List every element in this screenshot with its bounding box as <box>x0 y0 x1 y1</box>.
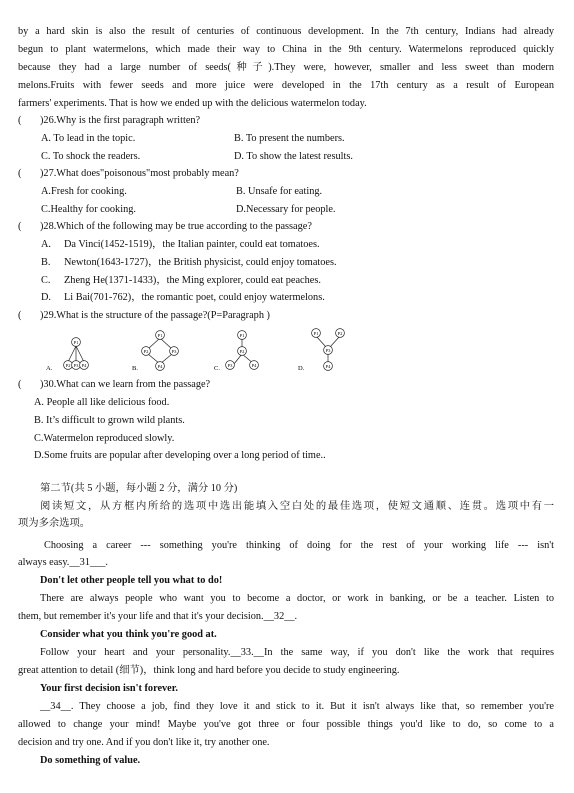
svg-text:P1: P1 <box>73 339 79 345</box>
q30-option-c: C.Watermelon reproduced slowly. <box>34 433 175 444</box>
paragraph-node <box>250 361 259 370</box>
passage2-line: them, but remember it's your life and that it's your decision.__32__. <box>18 611 298 622</box>
passage2-line: Choosing a career --- something you're thinking of doing for the rest of your working life --- isn't <box>44 540 554 551</box>
paragraph-node <box>64 361 73 370</box>
diagram-label-b: B. <box>132 365 138 372</box>
question-30-stem: )30.What can we learn from the passage? <box>40 379 211 390</box>
svg-text:P3: P3 <box>325 347 331 353</box>
diagram-label-c: C. <box>214 365 220 372</box>
diagram-label-d: D. <box>298 365 305 372</box>
section-instructions: 阅读短文，从方框内所给的选项中选出能填入空白处的最佳选项，使短文通顺、连贯。选项中有一 <box>40 501 554 512</box>
question-26-stem: )26.Why is the first paragraph written? <box>40 115 201 126</box>
svg-text:P1: P1 <box>313 330 319 336</box>
diagram-label-a: A. <box>46 365 53 372</box>
question-29-stem: )29.What is the structure of the passage?(P=Paragraph ) <box>40 310 270 321</box>
passage2-subheading: Don't let other people tell you what to do! <box>40 575 223 586</box>
svg-text:P3: P3 <box>227 362 233 368</box>
passage2-line: There are always people who want you to become a doctor, or work in banking, or be a teacher. Listen to <box>40 593 554 604</box>
passage2-line: allowed to change your mind! Maybe you've got three or four possible things you'd like to do, so come to a <box>18 719 554 730</box>
passage2-line: Follow your heart and your personality.__33.__In the same way, if you don't like the work that requires <box>40 647 554 658</box>
q28-option-letter: B. <box>41 257 51 268</box>
answer-paren: ( <box>18 221 22 232</box>
q30-option-d: D.Some fruits are popular after developing over a long period of time.. <box>34 450 326 461</box>
question-28-stem: )28.Which of the following may be true according to the passage? <box>40 221 312 232</box>
paragraph-node <box>170 347 179 356</box>
section-instructions: 项为多余选项。 <box>18 518 91 529</box>
q26-option-d: D. To show the latest results. <box>234 151 353 162</box>
q28-option-c: Zheng He(1371-1433)，the Ming explorer, could eat peaches. <box>64 275 321 286</box>
passage-line: melons.Fruits with fewer seeds and more juice were developed in the 17th century as a result of European <box>18 80 554 91</box>
svg-text:P4: P4 <box>325 363 331 369</box>
paragraph-node <box>142 347 151 356</box>
answer-paren: ( <box>18 310 22 321</box>
q26-option-b: B. To present the numbers. <box>234 133 345 144</box>
passage2-line: __34__. They choose a job, find they love it and stick to it. But it isn't always like that, so remember you're <box>40 701 554 712</box>
q27-option-a: A.Fresh for cooking. <box>41 186 127 197</box>
paragraph-node <box>72 361 81 370</box>
svg-text:P2: P2 <box>239 348 245 354</box>
q26-option-c: C. To shock the readers. <box>41 151 141 162</box>
paragraph-node <box>238 347 247 356</box>
answer-paren: ( <box>18 379 22 390</box>
paragraph-node <box>80 361 89 370</box>
paragraph-node <box>324 362 333 371</box>
svg-text:P4: P4 <box>81 362 87 368</box>
passage-line: farmers' experiments. That is how we ended up with the delicious watermelon today. <box>18 98 367 109</box>
structure-diagrams <box>40 326 380 374</box>
svg-text:P3: P3 <box>73 362 79 368</box>
svg-text:P2: P2 <box>143 348 149 354</box>
q28-option-b: Newton(1643-1727)，the British physicist, could enjoy tomatoes. <box>64 257 337 268</box>
svg-text:P2: P2 <box>337 330 343 336</box>
answer-paren: ( <box>18 168 22 179</box>
svg-text:P1: P1 <box>157 332 163 338</box>
passage2-subheading: Your first decision isn't forever. <box>40 683 178 694</box>
passage2-line: always easy.__31___. <box>18 557 108 568</box>
q28-option-a: Da Vinci(1452-1519)，the Italian painter, could eat tomatoes. <box>64 239 320 250</box>
passage-line: by a hard skin is also the result of centuries of continuous development. In the 7th century, Indians had already <box>18 26 554 37</box>
passage2-subheading: Consider what you think you're good at. <box>40 629 217 640</box>
svg-text:P1: P1 <box>239 332 245 338</box>
q28-option-letter: A. <box>41 239 52 250</box>
answer-paren: ( <box>18 115 22 126</box>
section-heading: 第二节(共 5 小题，每小题 2 分，满分 10 分) <box>40 483 238 494</box>
svg-text:P3: P3 <box>171 348 177 354</box>
paragraph-node <box>312 329 321 338</box>
svg-text:P2: P2 <box>65 362 71 368</box>
passage2-subheading: Do something of value. <box>40 755 141 766</box>
paragraph-node <box>156 331 165 340</box>
paragraph-node <box>238 331 247 340</box>
q28-option-letter: D. <box>41 292 52 303</box>
q28-option-letter: C. <box>41 275 51 286</box>
paragraph-node <box>324 346 333 355</box>
passage2-line: decision and try one. And if you don't like it, try another one. <box>18 737 270 748</box>
svg-text:P4: P4 <box>251 362 257 368</box>
passage-line: because they had a large number of seeds(种子).They were, however, smaller and less sweet than modern <box>18 62 554 73</box>
q27-option-d: D.Necessary for people. <box>236 204 336 215</box>
q27-option-b: B. Unsafe for eating. <box>236 186 323 197</box>
q27-option-c: C.Healthy for cooking. <box>41 204 136 215</box>
q26-option-a: A. To lead in the topic. <box>41 133 136 144</box>
paragraph-node <box>226 361 235 370</box>
q28-option-d: Li Bai(701-762)，the romantic poet, could enjoy watermelons. <box>64 292 325 303</box>
passage2-line: great attention to detail (细节)，think long and hard before you decide to study engineering. <box>18 665 400 676</box>
paragraph-node <box>336 329 345 338</box>
passage-line: begun to plant watermelons, which made their way to China in the 9th century. Watermelons reproduced quickly <box>18 44 554 55</box>
question-27-stem: )27.What does"poisonous"most probably mean? <box>40 168 239 179</box>
paragraph-node <box>156 362 165 371</box>
svg-text:P4: P4 <box>157 363 163 369</box>
q30-option-a: A. People all like delicious food. <box>34 397 170 408</box>
q30-option-b: B. It’s difficult to grown wild plants. <box>34 415 185 426</box>
paragraph-node <box>72 338 81 347</box>
